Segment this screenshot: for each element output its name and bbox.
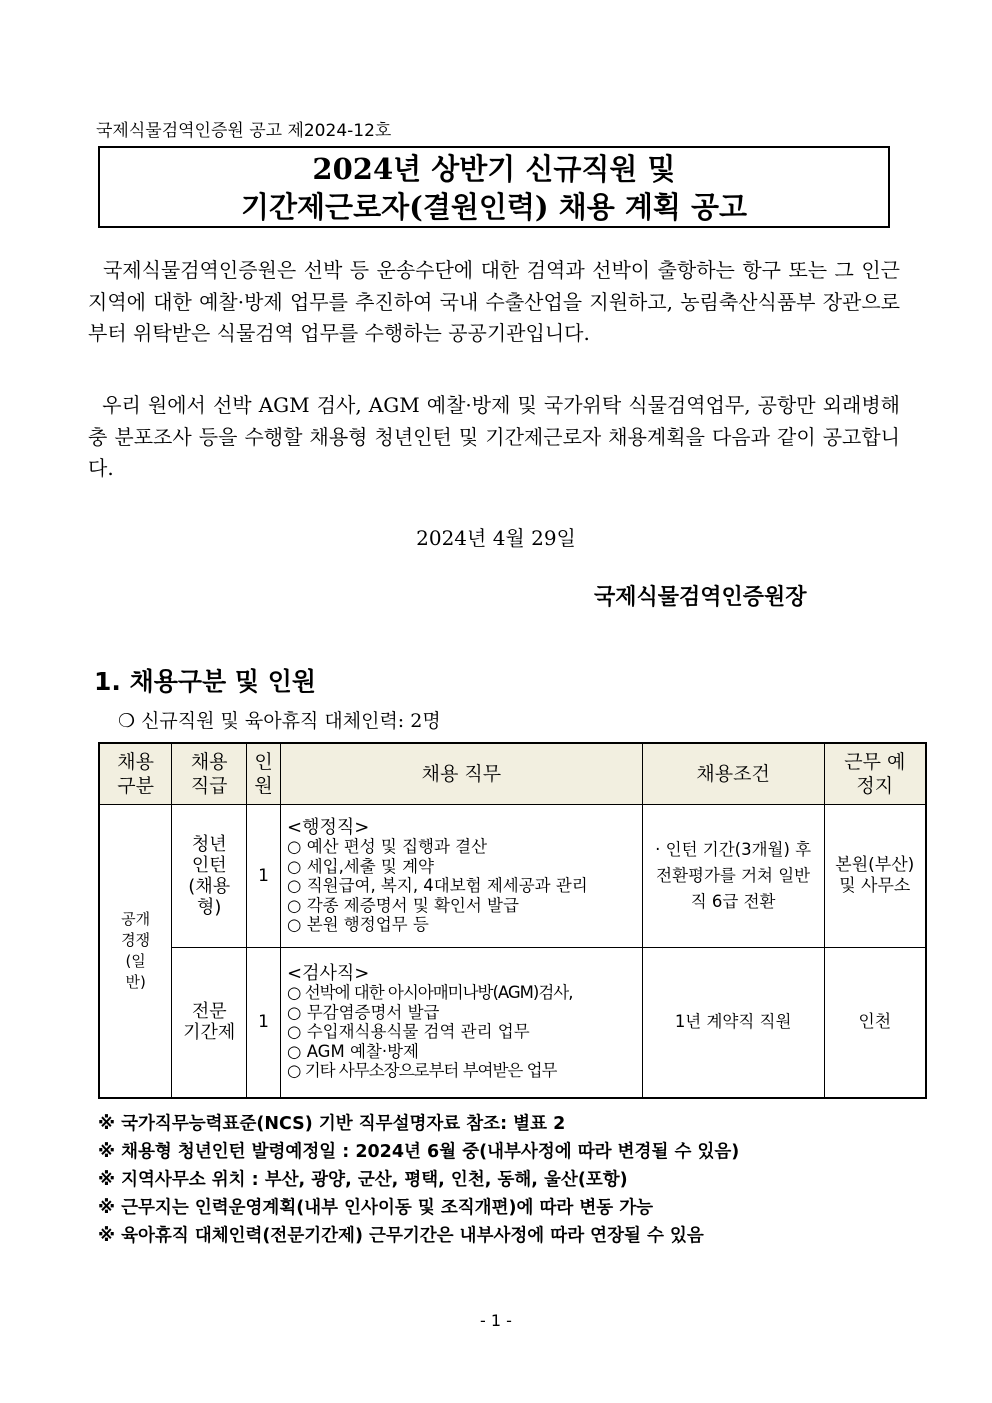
header-count: 인 원 xyxy=(247,743,281,805)
header-location: 근무 예정지 xyxy=(824,743,926,805)
header-duty: 채용 직무 xyxy=(281,743,643,805)
intro-paragraph-1: 국제식물검역인증원은 선박 등 운송수단에 대한 검역과 선박이 출항하는 항구 또는 그 인근지역에 대한 예찰·방제 업무를 추진하여 국내 수출산업을 지원하고, 농림축산식품부 장관으로 부터 위탁받은 식물검역 업무를 수행하는 공공기관입니다. xyxy=(88,258,900,345)
note-office-locations: ※ 지역사무소 위치 : 부산, 광양, 군산, 평택, 인천, 동해, 울산(포항) xyxy=(98,1170,628,1190)
page-title xyxy=(98,146,890,228)
table-header-row xyxy=(99,743,926,805)
duty-cell xyxy=(281,948,643,1098)
header-category: 채용 구분 xyxy=(99,743,172,805)
signer: 국제식물검역인증원장 xyxy=(594,585,807,610)
duty-title: <행정직> xyxy=(287,816,370,838)
notice-number: 국제식물검역인증원 공고 제2024-12호 xyxy=(96,121,392,141)
header-grade: 채용 직급 xyxy=(172,743,247,805)
location-cell: 인천 xyxy=(824,948,926,1098)
grade-cell: 청년 인턴 (채용형) xyxy=(172,805,247,948)
recruitment-table xyxy=(98,742,927,1099)
location-cell: 본원(부산) 및 사무소 xyxy=(824,805,926,948)
count-cell: 1 xyxy=(247,805,281,948)
note-ncs: ※ 국가직무능력표준(NCS) 기반 직무설명자료 참조: 별표 2 xyxy=(98,1114,566,1134)
condition-cell: · 인턴 기간(3개월) 후 전환평가를 거쳐 일반직 6급 전환 xyxy=(642,805,824,948)
page-number: - 1 - xyxy=(480,1311,512,1330)
duty-item: ○ AGM 예찰·방제 xyxy=(287,1041,419,1061)
title-line-1: 2024년 상반기 신규직원 및 xyxy=(312,152,676,186)
duty-item: ○ 각종 제증명서 및 확인서 발급 xyxy=(287,895,519,915)
table-row xyxy=(99,805,926,948)
duty-item: ○ 직원급여, 복지, 4대보험 제세공과 관리 xyxy=(287,876,588,895)
announcement-date: 2024년 4월 29일 xyxy=(416,526,576,550)
note-contract-extension: ※ 육아휴직 대체인력(전문기간제) 근무기간은 내부사정에 따라 연장될 수 있음 xyxy=(98,1226,704,1246)
note-appointment-date: ※ 채용형 청년인턴 발령예정일 : 2024년 6월 중(내부사정에 따라 변경될 수 있음) xyxy=(98,1142,740,1162)
intro-paragraph-2: 우리 원에서 선박 AGM 검사, AGM 예찰·방제 및 국가위탁 식물검역업무, 공항만 외래병해충 분포조사 등을 수행할 채용형 청년인턴 및 기간제근로자 채용계획을 다음과 같이 공고합니다. xyxy=(88,393,900,480)
duty-item: ○ 무감염증명서 발급 xyxy=(287,1002,440,1022)
condition-cell: 1년 계약직 직원 xyxy=(642,948,824,1098)
duty-item: ○ 선박에 대한 아시아매미나방(AGM)검사, xyxy=(287,983,573,1003)
duty-item: ○ 세입,세출 및 계약 xyxy=(287,856,434,876)
section-heading: 1. 채용구분 및 인원 xyxy=(94,667,317,696)
table-row xyxy=(99,948,926,1098)
duty-cell xyxy=(281,805,643,948)
duty-item: ○ 수입재식용식물 검역 관리 업무 xyxy=(287,1022,530,1042)
category-cell: 공개 경쟁 (일반) xyxy=(99,805,172,1098)
section-subheading: ❍ 신규직원 및 육아휴직 대체인력: 2명 xyxy=(118,710,441,732)
note-workplace-change: ※ 근무지는 인력운영계획(내부 인사이동 및 조직개편)에 따라 변동 가능 xyxy=(98,1198,654,1218)
duty-item: ○ 본원 행정업무 등 xyxy=(287,915,429,934)
count-cell: 1 xyxy=(247,948,281,1098)
duty-item: ○ 기타 사무소장으로부터 부여받은 업무 xyxy=(287,1061,557,1081)
header-condition: 채용조건 xyxy=(642,743,824,805)
title-line-2: 기간제근로자(결원인력) 채용 계획 공고 xyxy=(241,190,747,224)
duty-title: <검사직> xyxy=(287,962,370,984)
duty-item: ○ 예산 편성 및 집행과 결산 xyxy=(287,837,488,856)
grade-cell: 전문 기간제 xyxy=(172,948,247,1098)
